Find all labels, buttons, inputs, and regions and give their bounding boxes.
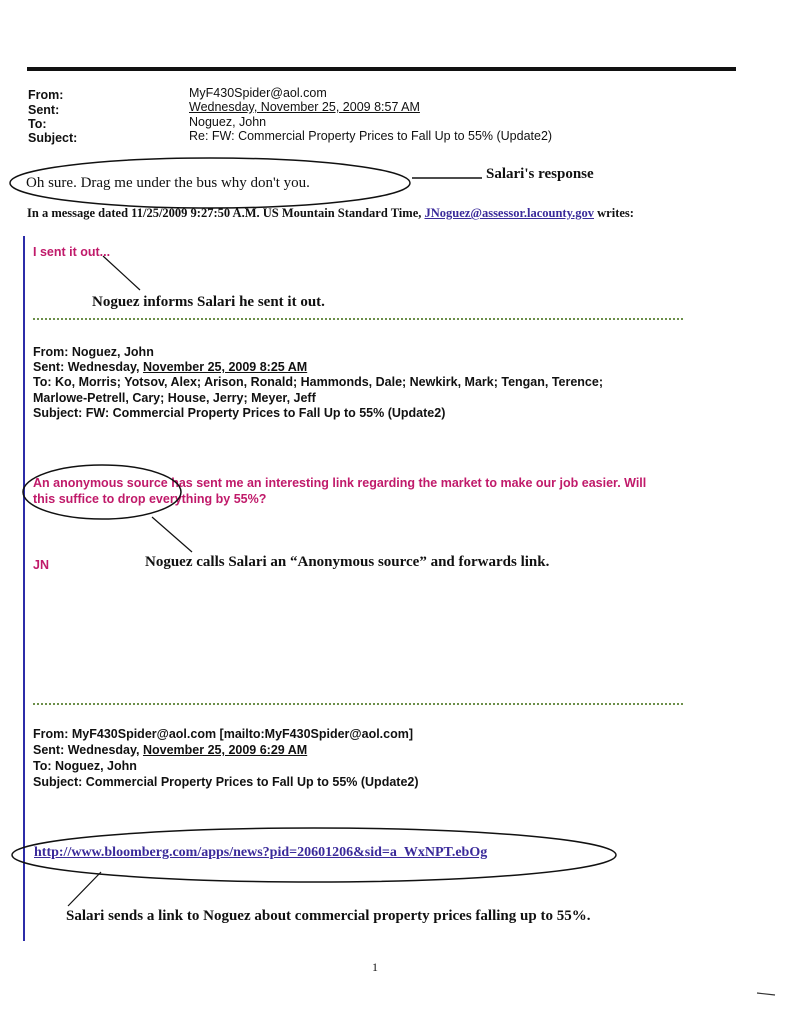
from-label: From: — [28, 88, 64, 102]
link-pointer-line — [68, 872, 101, 906]
fwd1-annotation: Noguez calls Salari an “Anonymous source” and forwards link. — [145, 554, 550, 570]
fwd1-sent-date: November 25, 2009 8:25 AM — [142, 360, 308, 374]
salari-response-annotation: Salari's response — [486, 166, 594, 182]
to-value: Noguez, John — [189, 115, 267, 129]
fwd2-sent-prefix: Sent: Wednesday, — [33, 743, 143, 757]
fwd1-to-line2: Marlowe-Petrell, Cary; House, Jerry; Meyer, Jeff — [33, 391, 316, 405]
fwd1-body-line2: this suffice to drop everything by 55%? — [33, 492, 267, 506]
noguez-reply-annotation: Noguez informs Salari he sent it out. — [92, 294, 325, 310]
page-number: 1 — [372, 960, 378, 974]
fwd1-from: From: Noguez, John — [33, 345, 154, 359]
anonymous-pointer-line — [152, 517, 192, 552]
fwd2-sent-date: November 25, 2009 6:29 AM — [142, 743, 308, 757]
salari-response-text: Oh sure. Drag me under the bus why don't you. — [26, 175, 310, 191]
fwd2-from: From: MyF430Spider@aol.com [mailto:MyF430Spider@aol.com] — [33, 727, 414, 741]
subject-value: Re: FW: Commercial Property Prices to Fall Up to 55% (Update2) — [189, 129, 553, 143]
margin-mark — [757, 993, 775, 995]
sent-value: Wednesday, November 25, 2009 8:57 AM — [189, 100, 420, 114]
noguez-reply-text: I sent it out... — [33, 245, 111, 259]
bloomberg-link[interactable]: http://www.bloomberg.com/apps/news?pid=20601206&sid=a_WxNPT.ebOg — [34, 845, 488, 860]
sent-label: Sent: — [28, 103, 60, 117]
noguez-email-link[interactable]: JNoguez@assessor.lacounty.gov — [424, 206, 595, 220]
subject-label: Subject: — [28, 131, 78, 145]
link-ellipse — [12, 828, 616, 882]
fwd1-signature: JN — [33, 558, 49, 572]
response-ellipse — [10, 158, 410, 208]
fwd2-annotation: Salari sends a link to Noguez about commercial property prices falling up to 55%. — [66, 908, 591, 924]
fwd1-body-line1: An anonymous source has sent me an interesting link regarding the market to make our job easier. Will — [33, 476, 647, 490]
from-value: MyF430Spider@aol.com — [189, 86, 327, 100]
anonymous-source-ellipse — [23, 465, 181, 519]
fwd2-subject: Subject: Commercial Property Prices to Fall Up to 55% (Update2) — [33, 775, 419, 789]
reply-pointer-line — [103, 256, 140, 290]
fwd1-to-line1: To: Ko, Morris; Yotsov, Alex; Arison, Ronald; Hammonds, Dale; Newkirk, Mark; Tengan, Terence; — [33, 375, 604, 389]
quoted-intro-prefix: In a message dated 11/25/2009 9:27:50 A.M. US Mountain Standard Time, — [27, 206, 425, 220]
to-label: To: — [28, 117, 47, 131]
fwd1-subject: Subject: FW: Commercial Property Prices to Fall Up to 55% (Update2) — [33, 406, 446, 420]
quoted-intro-suffix: writes: — [594, 206, 634, 220]
fwd1-sent-prefix: Sent: Wednesday, — [33, 360, 143, 374]
fwd2-to: To: Noguez, John — [33, 759, 137, 773]
